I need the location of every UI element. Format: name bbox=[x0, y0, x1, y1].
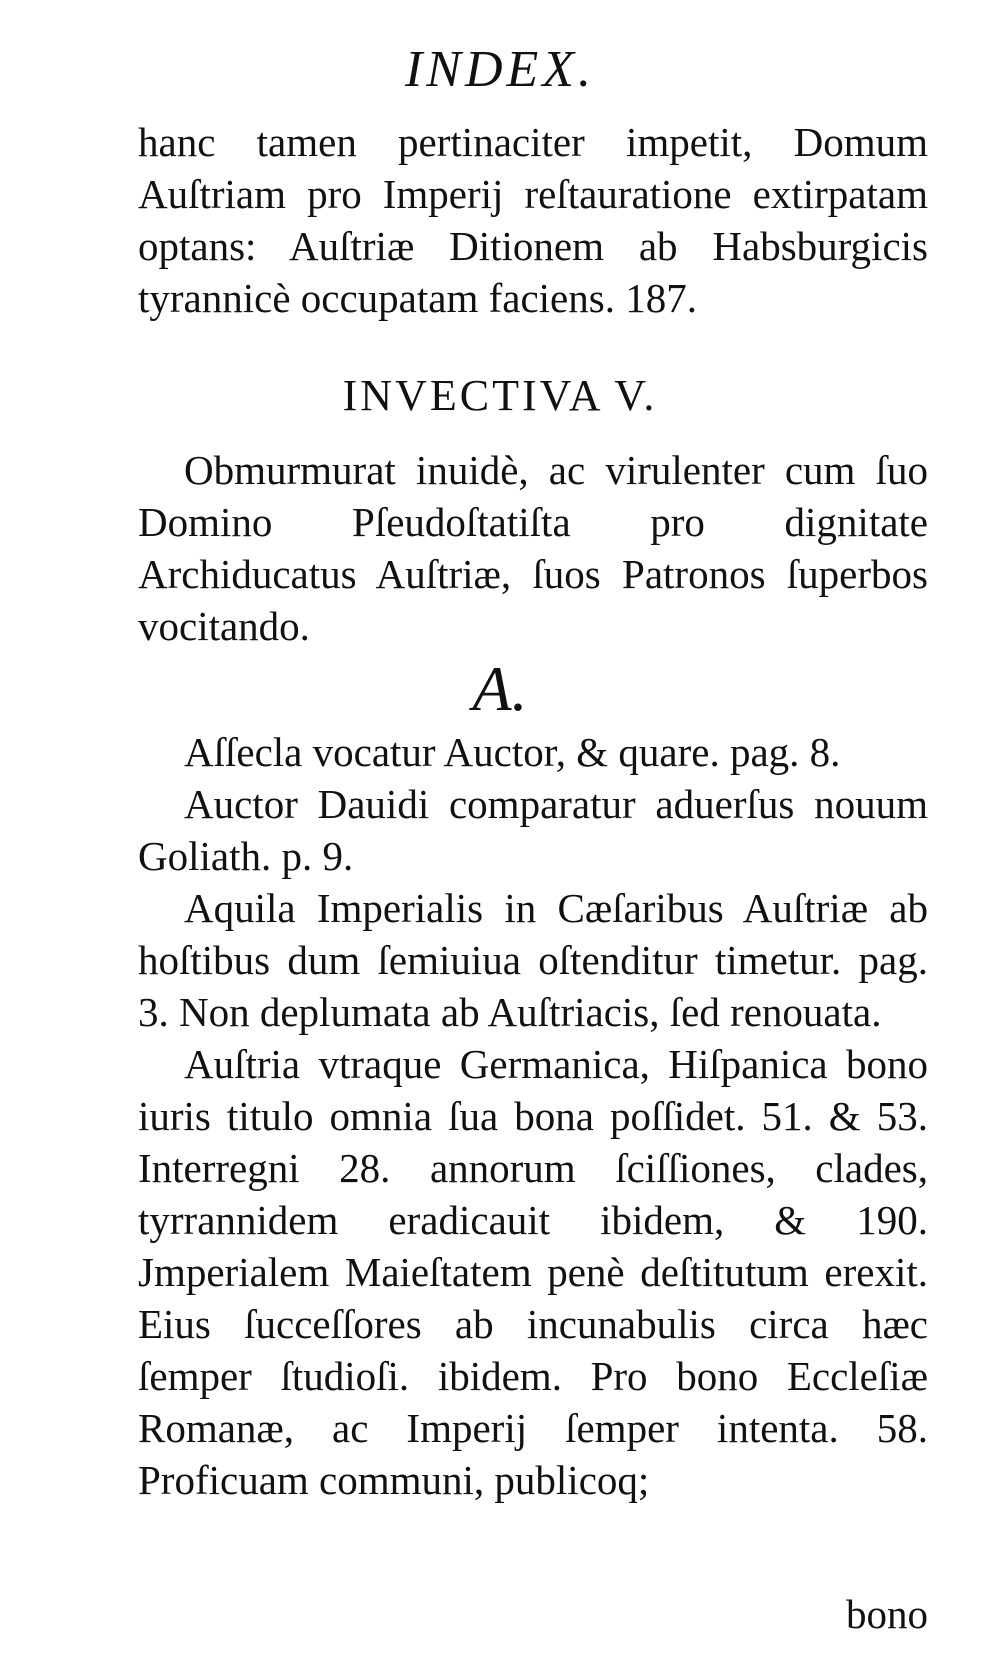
catchword: bono bbox=[846, 1591, 928, 1637]
section-heading: INVECTIVA V. bbox=[342, 371, 658, 420]
index-entries bbox=[138, 726, 928, 1506]
index-entry: Aquila Imperialis in Cæſaribus Auſtriæ ab hoſtibus dum ſemiuiua oſtenditur timetur. pag. 3. Non deplumata ab Auſtriacis, ſed renouata. bbox=[138, 885, 928, 1035]
index-entry: Aſſecla vocatur Auctor, & quare. pag. 8. bbox=[184, 729, 841, 775]
section-summary: Obmurmurat inuidè, ac virulenter cum ſuo Domino Pſeudoſtatiſta pro dignitate Archiducatus Auſtriæ, ſuos Patronos ſuperbos vocitando. bbox=[138, 447, 928, 649]
intro-paragraph: hanc tamen pertinaciter impetit, Domum Auſtriam pro Imperij reſtauratione extirpatam optans: Auſtriæ Ditionem ab Habsburgicis tyrannicè occupatam faciens. 187. bbox=[138, 119, 928, 321]
running-head: INDEX. bbox=[404, 41, 596, 98]
letter-heading: A. bbox=[472, 653, 528, 724]
index-entry: Auſtria vtraque Germanica, Hiſpanica bono iuris titulo omnia ſua bona poſſidet. 51. & 53. Interregni 28. annorum ſciſſiones, clades, tyrrannidem eradicauit ibidem, & 190. Jmperialem Maieſtatem penè deſtitutum erexit. Eius ſucceſſores ab incunabulis circa hæc ſemper ſtudioſi. ibidem. Pro bono Eccleſiæ Romanæ, ac Imperij ſemper intenta. 58. Proficuam communi, publicoq; bbox=[138, 1041, 928, 1503]
index-entry: Auctor Dauidi comparatur aduerſus nouum Goliath. p. 9. bbox=[138, 781, 928, 879]
